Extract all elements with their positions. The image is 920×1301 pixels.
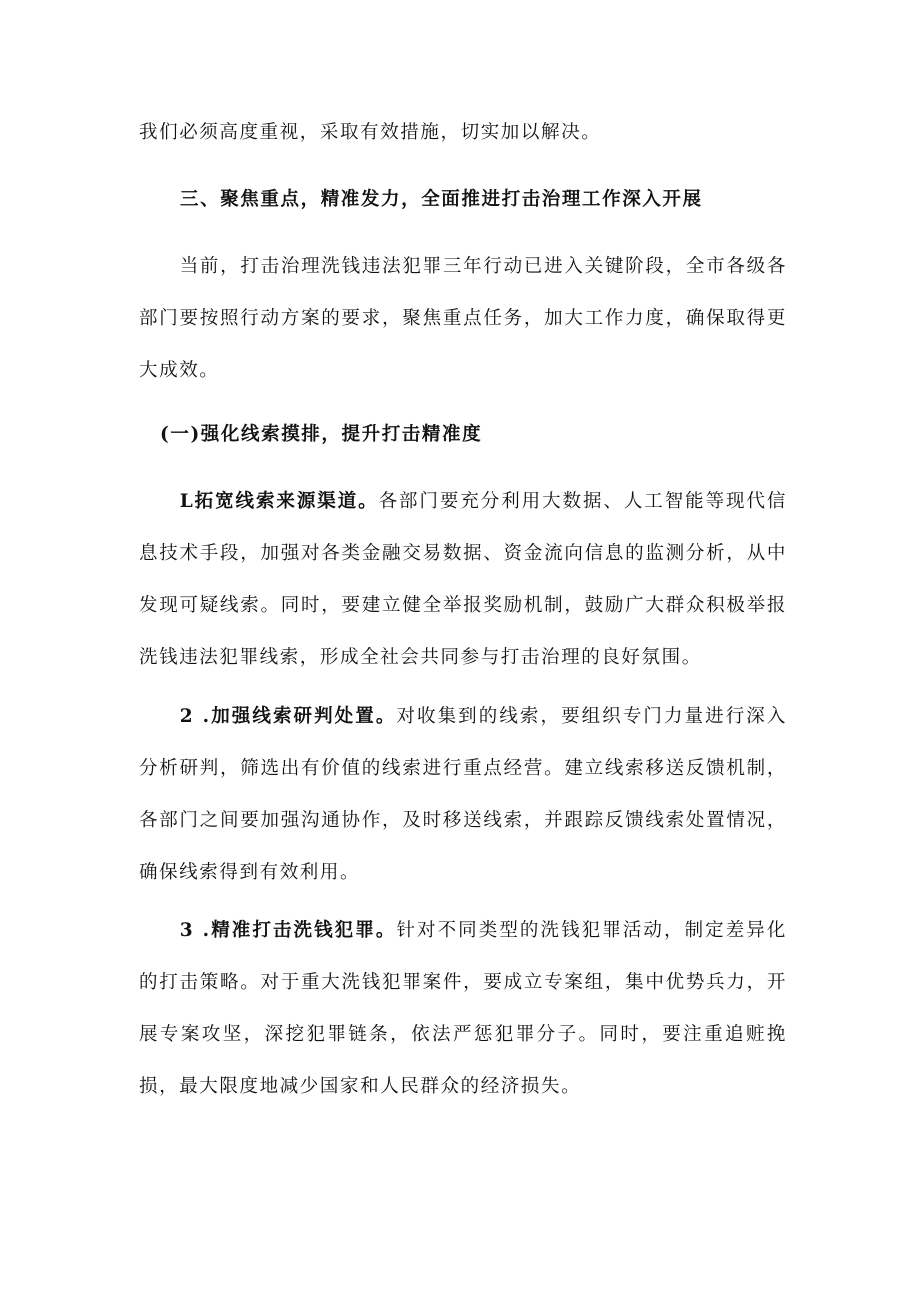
list-item-3-lead: 3 .精准打击洗钱犯罪。 [179, 920, 397, 941]
intro-paragraph: 我们必须高度重视，采取有效措施，切实加以解决。 [139, 122, 602, 143]
list-item-1-lead: L拓宽线索来源渠道。 [179, 491, 379, 512]
list-item-1 [139, 476, 787, 684]
section-heading: 三、聚焦重点，精准发力，全面推进打击治理工作深入开展 [180, 189, 703, 210]
list-item-2-lead: 2 .加强线索研判处置。 [179, 706, 397, 727]
list-item-2 [139, 691, 787, 899]
list-item-1-text: 各部门要充分利用大数据、人工智能等现代信息技术手段，加强对各类金融交易数据、资金流向信息的监测分析，从中发现可疑线索。同时，要建立健全举报奖励机制，鼓励广大群众积极举报洗钱违法犯罪线索，形成全社会共同参与打击治理的良好氛围。 [139, 491, 787, 668]
subsection-heading: (一)强化线索摸排，提升打击精准度 [160, 424, 483, 445]
list-item-3 [139, 905, 787, 1113]
list-item-2-text: 对收集到的线索，要组织专门力量进行深入分析研判，筛选出有价值的线索进行重点经营。建立线索移送反馈机制，各部门之间要加强沟通协作，及时移送线索，并跟踪反馈线索处置情况，确保线索得到有效利用。 [139, 706, 787, 883]
list-item-3-text: 针对不同类型的洗钱犯罪活动，制定差异化的打击策略。对于重大洗钱犯罪案件，要成立专案组，集中优势兵力，开展专案攻坚，深挖犯罪链条，依法严惩犯罪分子。同时，要注重追赃挽损，最大限度地减少国家和人民群众的经济损失。 [139, 920, 787, 1097]
section-paragraph: 当前，打击治理洗钱违法犯罪三年行动已进入关键阶段，全市各级各部门要按照行动方案的要求，聚焦重点任务，加大工作力度，确保取得更大成效。 [139, 256, 787, 381]
